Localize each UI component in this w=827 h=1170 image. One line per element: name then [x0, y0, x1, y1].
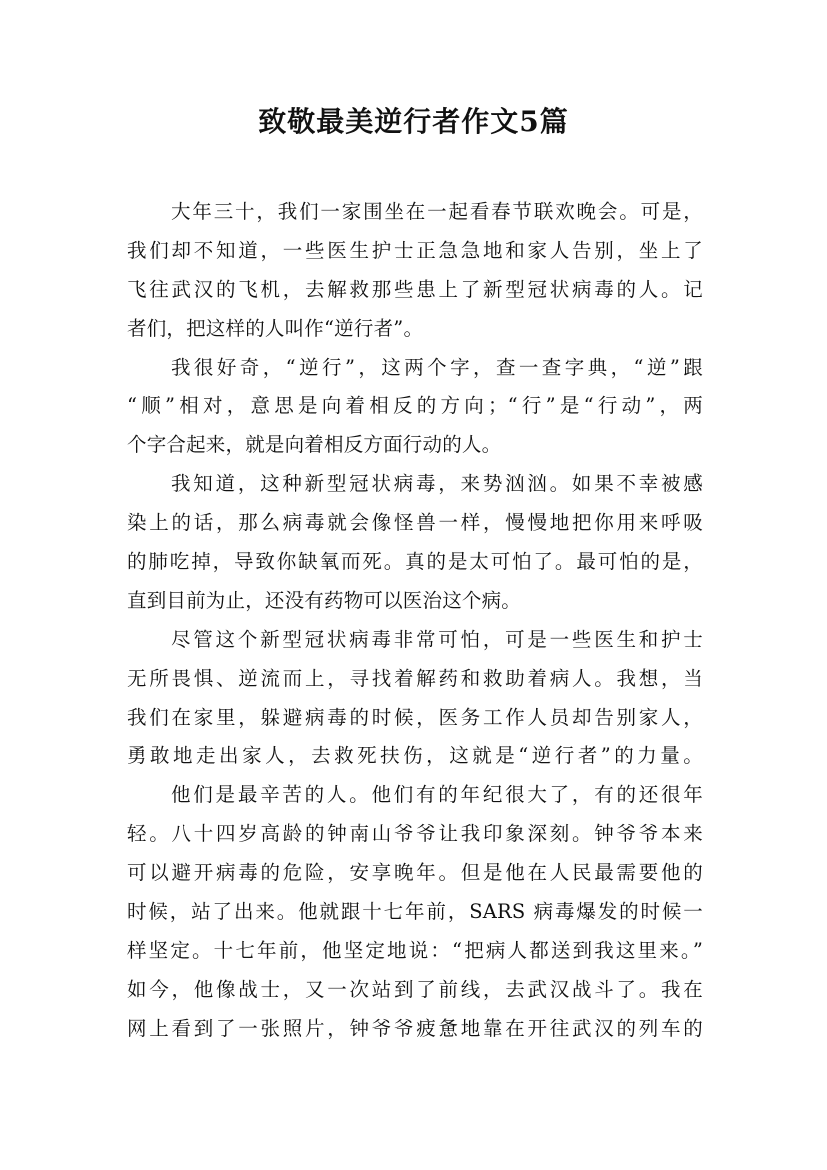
paragraph-line: 他们是最辛苦的人。他们有的年纪很大了，有的还很年 [171, 783, 703, 807]
paragraph-line: 者们，把这样的人叫作“逆行者”。 [127, 316, 424, 340]
paragraph-line: “顺”相对，意思是向着相反的方向；“行”是“行动”，两 [127, 394, 703, 418]
paragraph-line: 染上的话，那么病毒就会像怪兽一样，慢慢地把你用来呼吸 [127, 511, 703, 535]
document-body [127, 193, 703, 1049]
paragraph-line: 的肺吃掉，导致你缺氧而死。真的是太可怕了。最可怕的是， [127, 550, 703, 574]
paragraph-line: 我们却不知道，一些医生护士正急急地和家人告别，坐上了 [127, 238, 703, 262]
paragraph-line: 我们在家里，躲避病毒的时候，医务工作人员却告别家人， [127, 705, 703, 729]
paragraph-line: 如今，他像战士，又一次站到了前线，去武汉战斗了。我在 [127, 977, 703, 1001]
paragraph-line: 网上看到了一张照片，钟爷爷疲惫地靠在开往武汉的列车的 [127, 1016, 703, 1040]
paragraph-line: 可以避开病毒的危险，安享晚年。但是他在人民最需要他的 [127, 861, 703, 885]
paragraph-line: 个字合起来，就是向着相反方面行动的人。 [127, 433, 502, 457]
paragraph-line: 直到目前为止，还没有药物可以医治这个病。 [127, 588, 522, 612]
paragraph-line: 样坚定。十七年前，他坚定地说：“把病人都送到我这里来。” [127, 938, 703, 962]
paragraph-line: 轻。八十四岁高龄的钟南山爷爷让我印象深刻。钟爷爷本来 [127, 822, 703, 846]
document-title: 致敬最美逆行者作文5篇 [258, 105, 569, 138]
paragraph-line: 时候，站了出来。他就跟十七年前，SARS 病毒爆发的时候一 [127, 900, 703, 924]
paragraph-line: 无所畏惧、逆流而上，寻找着解药和救助着病人。我想，当 [127, 666, 703, 690]
paragraph-line: 大年三十，我们一家围坐在一起看春节联欢晚会。可是， [171, 200, 703, 223]
paragraph-line: 尽管这个新型冠状病毒非常可怕，可是一些医生和护士 [171, 627, 703, 651]
paragraph-line: 勇敢地走出家人，去救死扶伤，这就是“逆行者”的力量。 [127, 744, 703, 768]
paragraph-line: 我知道，这种新型冠状病毒，来势汹汹。如果不幸被感 [171, 472, 703, 496]
paragraph-line: 飞往武汉的飞机，去解救那些患上了新型冠状病毒的人。记 [127, 277, 703, 301]
paragraph-line: 我很好奇，“逆行”，这两个字，查一查字典，“逆”跟 [171, 355, 703, 379]
